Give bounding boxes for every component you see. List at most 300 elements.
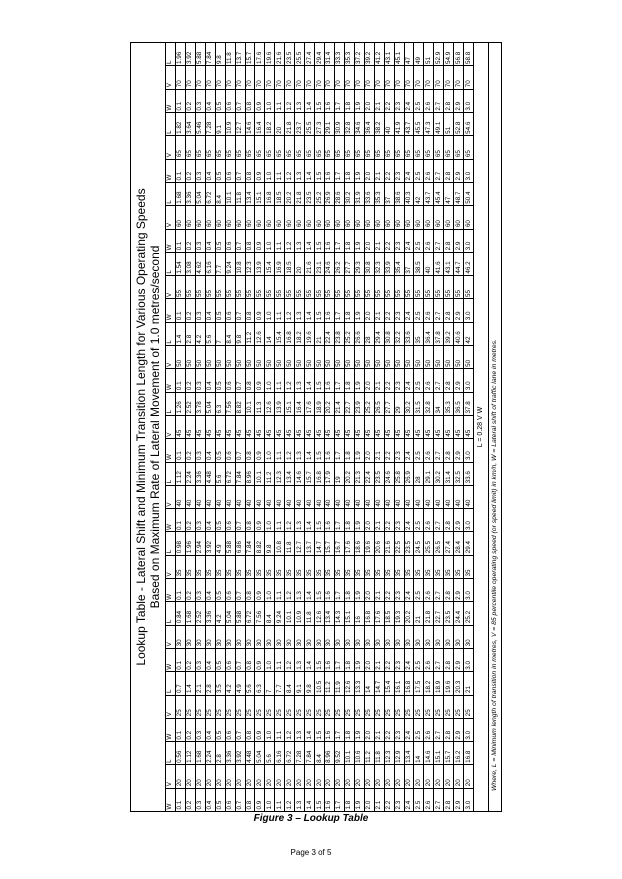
cell-v: 35: [245, 555, 255, 578]
cell-v: 30: [215, 625, 225, 648]
cell-w: 1.0: [265, 579, 275, 602]
col-header-l: L: [166, 392, 176, 415]
cell-v: 25: [404, 695, 414, 718]
cell-w: 2.7: [434, 718, 444, 741]
cell-v: 30: [245, 625, 255, 648]
cell-w: 0.8: [245, 159, 255, 182]
cell-w: 2.0: [364, 579, 374, 602]
cell-v: 60: [195, 206, 205, 229]
cell-v: 60: [185, 206, 195, 229]
cell-w: 0.9: [255, 89, 265, 112]
cell-v: 35: [255, 555, 265, 578]
cell-w: 1.6: [325, 299, 335, 322]
cell-l: 35: [414, 322, 424, 345]
cell-v: 40: [215, 485, 225, 508]
cell-v: 25: [315, 695, 325, 718]
cell-w: 3.0: [464, 229, 474, 252]
cell-w: 1.2: [285, 439, 295, 462]
cell-v: 45: [344, 415, 354, 438]
cell-v: 35: [454, 555, 464, 578]
cell-w: 0.5: [215, 788, 225, 811]
cell-v: 30: [235, 625, 245, 648]
cell-w: 3.0: [464, 159, 474, 182]
cell-w: 0.9: [255, 439, 265, 462]
cell-w: 2.5: [414, 159, 424, 182]
cell-v: 65: [315, 136, 325, 159]
cell-v: 65: [454, 136, 464, 159]
cell-l: 5.88: [235, 602, 245, 625]
cell-v: 50: [354, 346, 364, 369]
cell-w: 1.6: [325, 89, 335, 112]
cell-v: 35: [444, 555, 454, 578]
cell-v: 60: [384, 206, 394, 229]
cell-w: 2.8: [444, 159, 454, 182]
cell-l: 15.7: [325, 532, 335, 555]
cell-w: 1.4: [305, 579, 315, 602]
table-row: [424, 43, 434, 812]
cell-v: 60: [235, 206, 245, 229]
cell-w: 2.1: [374, 439, 384, 462]
cell-w: 1.2: [285, 509, 295, 532]
cell-v: 25: [325, 695, 335, 718]
cell-l: 22.4: [364, 462, 374, 485]
cell-l: 40.3: [404, 182, 414, 205]
cell-l: 11.8: [235, 182, 245, 205]
cell-l: 4.2: [225, 672, 235, 695]
cell-v: 20: [205, 765, 215, 788]
cell-w: 0.2: [185, 299, 195, 322]
cell-l: 11.2: [265, 462, 275, 485]
cell-l: 14.3: [334, 602, 344, 625]
cell-w: 0.2: [185, 788, 195, 811]
cell-l: 2.52: [185, 392, 195, 415]
cell-l: 35.3: [344, 43, 354, 67]
cell-w: 2.8: [444, 89, 454, 112]
cell-v: 70: [315, 66, 325, 89]
cell-v: 50: [175, 346, 185, 369]
cell-v: 40: [354, 485, 364, 508]
cell-w: 0.8: [245, 718, 255, 741]
cell-w: 2.5: [414, 299, 424, 322]
cell-l: 13.9: [255, 252, 265, 275]
cell-l: 14.7: [374, 672, 384, 695]
cell-l: 37: [384, 182, 394, 205]
cell-l: 16.9: [275, 252, 285, 275]
cell-v: 50: [404, 346, 414, 369]
cell-w: 2.8: [444, 369, 454, 392]
cell-v: 40: [434, 485, 444, 508]
cell-v: 30: [444, 625, 454, 648]
cell-l: 27.7: [384, 392, 394, 415]
cell-l: 17.6: [344, 532, 354, 555]
col-header-v: V: [166, 765, 176, 788]
cell-v: 55: [185, 276, 195, 299]
cell-l: 54.9: [444, 43, 454, 67]
cell-v: 20: [235, 765, 245, 788]
cell-v: 55: [414, 276, 424, 299]
cell-w: 0.9: [255, 648, 265, 671]
formula-row: [474, 42, 489, 812]
cell-v: 30: [325, 625, 335, 648]
cell-w: 2.0: [364, 648, 374, 671]
cell-l: 9.1: [215, 113, 225, 136]
cell-v: 60: [285, 206, 295, 229]
cell-v: 45: [175, 415, 185, 438]
cell-l: 54.6: [464, 113, 474, 136]
cell-l: 13.7: [305, 532, 315, 555]
cell-v: 30: [275, 625, 285, 648]
cell-w: 2.7: [434, 788, 444, 811]
cell-l: 12.6: [315, 602, 325, 625]
cell-w: 1.5: [315, 159, 325, 182]
cell-w: 3.0: [464, 718, 474, 741]
cell-v: 70: [374, 66, 384, 89]
cell-v: 45: [195, 415, 205, 438]
cell-l: 25.2: [344, 322, 354, 345]
cell-l: 43.1: [384, 43, 394, 67]
cell-l: 26.6: [354, 322, 364, 345]
cell-w: 2.8: [444, 579, 454, 602]
cell-l: 12.3: [275, 462, 285, 485]
cell-v: 35: [295, 555, 305, 578]
cell-v: 55: [344, 276, 354, 299]
cell-v: 65: [354, 136, 364, 159]
cell-w: 2.3: [394, 718, 404, 741]
cell-v: 20: [464, 765, 474, 788]
cell-l: 26.9: [325, 182, 335, 205]
cell-l: 1.54: [175, 252, 185, 275]
cell-l: 37.8: [464, 392, 474, 415]
cell-w: 0.4: [205, 89, 215, 112]
cell-l: 33.6: [464, 462, 474, 485]
cell-l: 36.4: [424, 322, 434, 345]
cell-v: 60: [265, 206, 275, 229]
cell-l: 7.28: [295, 742, 305, 765]
cell-v: 40: [414, 485, 424, 508]
cell-w: 2.4: [404, 718, 414, 741]
cell-w: 0.9: [255, 579, 265, 602]
cell-v: 65: [464, 136, 474, 159]
cell-v: 70: [454, 66, 464, 89]
cell-w: 1.5: [315, 299, 325, 322]
cell-l: 51: [444, 113, 454, 136]
cell-v: 25: [195, 695, 205, 718]
cell-v: 65: [185, 136, 195, 159]
cell-v: 30: [185, 625, 195, 648]
cell-w: 1.0: [265, 159, 275, 182]
cell-l: 15.1: [434, 742, 444, 765]
cell-w: 2.8: [444, 299, 454, 322]
cell-l: 37.2: [354, 43, 364, 67]
cell-l: 17.9: [325, 462, 335, 485]
cell-l: 23.5: [285, 43, 295, 67]
cell-v: 25: [225, 695, 235, 718]
cell-v: 45: [185, 415, 195, 438]
cell-w: 0.6: [225, 229, 235, 252]
cell-v: 70: [275, 66, 285, 89]
cell-w: 1.9: [354, 509, 364, 532]
cell-v: 30: [364, 625, 374, 648]
cell-w: 0.8: [245, 89, 255, 112]
cell-w: 0.5: [215, 299, 225, 322]
cell-v: 55: [374, 276, 384, 299]
cell-l: 20.2: [285, 182, 295, 205]
cell-w: 1.9: [354, 788, 364, 811]
cell-w: 0.2: [185, 648, 195, 671]
cell-l: 2.8: [215, 742, 225, 765]
cell-v: 55: [354, 276, 364, 299]
table-row: [245, 43, 255, 812]
cell-l: 15.7: [444, 742, 454, 765]
cell-l: 11.8: [305, 602, 315, 625]
cell-w: 1.6: [325, 509, 335, 532]
cell-w: 2.4: [404, 509, 414, 532]
cell-w: 2.4: [404, 648, 414, 671]
cell-v: 50: [185, 346, 195, 369]
cell-v: 70: [185, 66, 195, 89]
cell-w: 2.7: [434, 509, 444, 532]
cell-v: 50: [235, 346, 245, 369]
cell-v: 60: [225, 206, 235, 229]
cell-v: 50: [384, 346, 394, 369]
cell-v: 35: [175, 555, 185, 578]
cell-v: 20: [444, 765, 454, 788]
cell-l: 30.8: [384, 322, 394, 345]
cell-l: 12.6: [265, 392, 275, 415]
cell-l: 1.12: [185, 742, 195, 765]
cell-w: 1.9: [354, 439, 364, 462]
cell-w: 1.4: [305, 89, 315, 112]
col-header-w: W: [166, 718, 176, 741]
cell-l: 7: [215, 322, 225, 345]
cell-w: 0.7: [235, 579, 245, 602]
cell-v: 40: [255, 485, 265, 508]
cell-w: 1.1: [275, 579, 285, 602]
cell-l: 16.7: [334, 532, 344, 555]
cell-l: 23.5: [444, 602, 454, 625]
cell-v: 35: [384, 555, 394, 578]
cell-l: 25.2: [364, 392, 374, 415]
cell-w: 1.4: [305, 788, 315, 811]
cell-w: 1.3: [295, 299, 305, 322]
cell-v: 40: [195, 485, 205, 508]
cell-v: 70: [444, 66, 454, 89]
cell-l: 5.46: [195, 113, 205, 136]
cell-l: 15.1: [255, 182, 265, 205]
cell-v: 35: [265, 555, 275, 578]
cell-w: 2.4: [404, 439, 414, 462]
cell-l: 36.5: [454, 392, 464, 415]
cell-v: 25: [354, 695, 364, 718]
cell-l: 16.8: [285, 322, 295, 345]
cell-w: 1.5: [315, 89, 325, 112]
cell-v: 65: [225, 136, 235, 159]
cell-w: 2.6: [424, 159, 434, 182]
col-header-v: V: [166, 346, 176, 369]
cell-l: 49.1: [434, 113, 444, 136]
cell-w: 1.0: [265, 718, 275, 741]
cell-l: 52.8: [454, 113, 464, 136]
cell-v: 45: [434, 415, 444, 438]
cell-w: 2.8: [444, 509, 454, 532]
cell-w: 3.0: [464, 579, 474, 602]
table-row: [175, 43, 185, 812]
cell-w: 0.7: [235, 718, 245, 741]
cell-w: 2.3: [394, 509, 404, 532]
table-row: [344, 43, 354, 812]
cell-v: 50: [374, 346, 384, 369]
cell-v: 30: [295, 625, 305, 648]
table-row: [295, 43, 305, 812]
cell-w: 0.6: [225, 369, 235, 392]
cell-l: 12.3: [245, 252, 255, 275]
cell-v: 70: [364, 66, 374, 89]
cell-v: 70: [195, 66, 205, 89]
cell-w: 0.6: [225, 509, 235, 532]
cell-v: 55: [384, 276, 394, 299]
cell-l: 10.5: [315, 672, 325, 695]
cell-l: 5.6: [205, 322, 215, 345]
cell-l: 31.4: [444, 462, 454, 485]
cell-v: 55: [464, 276, 474, 299]
cell-l: 29: [394, 392, 404, 415]
cell-v: 25: [175, 695, 185, 718]
cell-v: 70: [235, 66, 245, 89]
cell-w: 0.9: [255, 159, 265, 182]
cell-v: 45: [215, 415, 225, 438]
cell-v: 40: [225, 485, 235, 508]
table-row: [185, 43, 195, 812]
cell-v: 65: [245, 136, 255, 159]
cell-w: 2.1: [374, 299, 384, 322]
cell-l: 9.1: [295, 672, 305, 695]
cell-v: 25: [245, 695, 255, 718]
cell-w: 0.8: [245, 579, 255, 602]
cell-v: 30: [434, 625, 444, 648]
cell-v: 35: [215, 555, 225, 578]
cell-w: 0.1: [175, 509, 185, 532]
cell-w: 1.1: [275, 788, 285, 811]
cell-l: 2.52: [195, 602, 205, 625]
cell-l: 33.3: [334, 43, 344, 67]
cell-w: 0.7: [235, 509, 245, 532]
cell-v: 60: [454, 206, 464, 229]
cell-v: 20: [414, 765, 424, 788]
cell-l: 7.28: [205, 113, 215, 136]
cell-l: 6.72: [285, 742, 295, 765]
cell-w: 2.8: [444, 229, 454, 252]
cell-l: 21.6: [384, 532, 394, 555]
cell-l: 8.82: [235, 392, 245, 415]
cell-l: 6.86: [235, 532, 245, 555]
cell-v: 65: [175, 136, 185, 159]
cell-l: 38.2: [374, 113, 384, 136]
cell-w: 1.7: [334, 439, 344, 462]
cell-v: 45: [265, 415, 275, 438]
cell-w: 0.2: [185, 579, 195, 602]
cell-w: 1.4: [305, 159, 315, 182]
cell-l: 20.2: [404, 602, 414, 625]
cell-w: 0.6: [225, 159, 235, 182]
cell-v: 30: [414, 625, 424, 648]
cell-w: 2.7: [434, 229, 444, 252]
cell-l: 16.8: [265, 182, 275, 205]
cell-l: 13.4: [404, 742, 414, 765]
cell-v: 45: [394, 415, 404, 438]
cell-l: 13.3: [354, 672, 364, 695]
cell-l: 23.5: [404, 532, 414, 555]
col-header-v: V: [166, 206, 176, 229]
cell-v: 25: [344, 695, 354, 718]
cell-l: 10.1: [245, 392, 255, 415]
cell-w: 2.3: [394, 439, 404, 462]
cell-l: 4.48: [205, 462, 215, 485]
cell-w: 2.2: [384, 89, 394, 112]
cell-v: 40: [235, 485, 245, 508]
cell-w: 2.3: [394, 788, 404, 811]
cell-v: 70: [215, 66, 225, 89]
cell-v: 50: [305, 346, 315, 369]
cell-l: 20.2: [325, 392, 335, 415]
cell-v: 60: [414, 206, 424, 229]
cell-w: 0.5: [215, 579, 225, 602]
cell-l: 0.56: [175, 742, 185, 765]
cell-v: 30: [404, 625, 414, 648]
cell-v: 70: [394, 66, 404, 89]
col-header-l: L: [166, 182, 176, 205]
cell-w: 2.0: [364, 788, 374, 811]
table-header-row: [166, 43, 176, 812]
cell-l: 14.6: [295, 462, 305, 485]
cell-v: 20: [275, 765, 285, 788]
cell-l: 18.5: [285, 252, 295, 275]
cell-v: 70: [354, 66, 364, 89]
cell-l: 26.2: [334, 252, 344, 275]
cell-w: 2.6: [424, 439, 434, 462]
cell-l: 10.9: [225, 113, 235, 136]
cell-l: 6.72: [205, 182, 215, 205]
cell-l: 43.7: [404, 113, 414, 136]
cell-l: 15.1: [344, 602, 354, 625]
cell-w: 1.0: [265, 229, 275, 252]
cell-l: 47.3: [424, 113, 434, 136]
cell-l: 5.6: [215, 462, 225, 485]
cell-w: 0.3: [195, 509, 205, 532]
cell-l: 14: [364, 672, 374, 695]
cell-l: 9.8: [235, 322, 245, 345]
cell-v: 50: [315, 346, 325, 369]
col-header-v: V: [166, 136, 176, 159]
cell-l: 16.8: [404, 672, 414, 695]
cell-w: 0.5: [215, 369, 225, 392]
cell-w: 2.6: [424, 648, 434, 671]
cell-l: 36.4: [364, 113, 374, 136]
cell-l: 3.08: [185, 252, 195, 275]
cell-l: 5.04: [225, 602, 235, 625]
cell-l: 3.64: [185, 113, 195, 136]
cell-l: 12.9: [394, 742, 404, 765]
cell-w: 2.1: [374, 648, 384, 671]
cell-v: 25: [255, 695, 265, 718]
cell-v: 20: [175, 765, 185, 788]
cell-l: 58.8: [464, 43, 474, 67]
cell-v: 65: [215, 136, 225, 159]
cell-w: 1.3: [295, 648, 305, 671]
cell-l: 3.36: [195, 462, 205, 485]
col-header-w: W: [166, 369, 176, 392]
cell-l: 34: [434, 392, 444, 415]
cell-l: 9.24: [225, 252, 235, 275]
